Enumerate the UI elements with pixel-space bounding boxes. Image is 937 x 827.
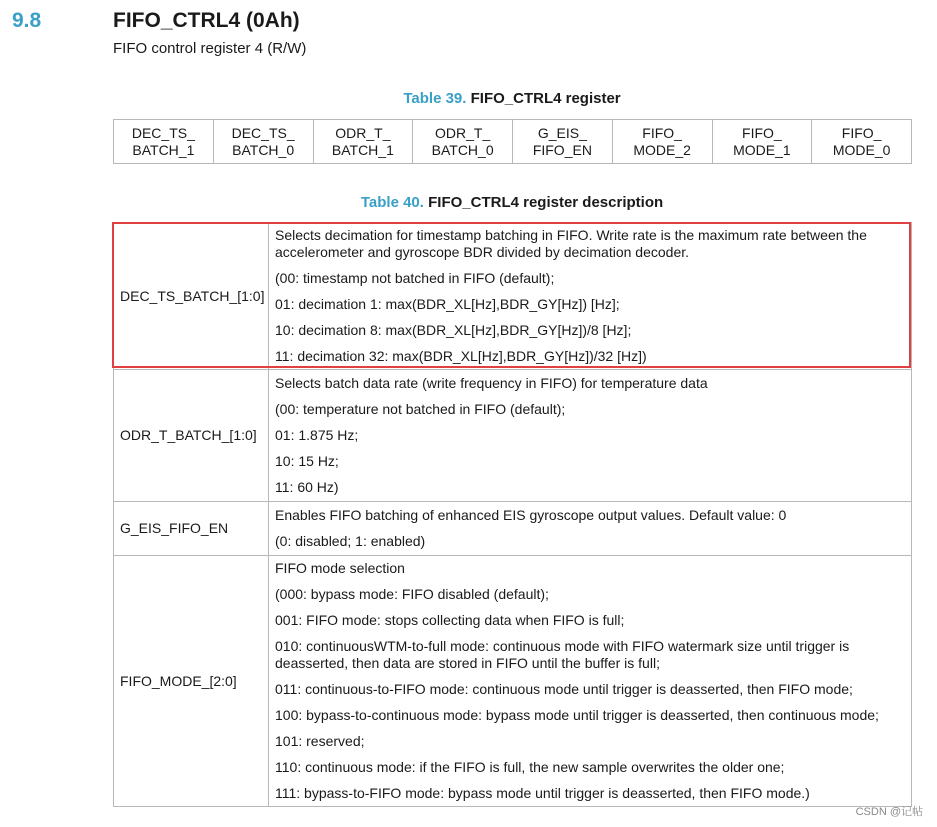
table-39-caption: [113, 90, 911, 107]
field-description: [269, 502, 912, 556]
description-line: 111: bypass-to-FIFO mode: bypass mode until trigger is deasserted, then FIFO mode.): [275, 785, 810, 801]
bit-cell-0: [812, 120, 912, 164]
description-line: 01: 1.875 Hz;: [275, 427, 359, 443]
description-line: Selects decimation for timestamp batching in FIFO. Write rate is the maximum rate between the accelerometer and gyroscope BDR divided by decimation decoder.: [275, 227, 867, 260]
description-row-g-eis-fifo-en: [114, 502, 912, 556]
bit-cell-6: [213, 120, 313, 164]
section-subtitle: FIFO control register 4 (R/W): [113, 40, 307, 57]
table-40-caption: [113, 194, 911, 211]
description-line: 10: decimation 8: max(BDR_XL[Hz],BDR_GY[Hz])/8 [Hz];: [275, 322, 632, 338]
description-line: 11: decimation 32: max(BDR_XL[Hz],BDR_GY[Hz])/32 [Hz]): [275, 348, 647, 364]
bit-cell-5: [313, 120, 413, 164]
field-name: FIFO_MODE_[2:0]: [114, 556, 269, 807]
description-line: FIFO mode selection: [275, 560, 405, 576]
section-title: FIFO_CTRL4 (0Ah): [113, 9, 300, 32]
description-line: 001: FIFO mode: stops collecting data when FIFO is full;: [275, 612, 625, 628]
bit-label-line1: FIFO_: [742, 124, 782, 141]
section-number: 9.8: [12, 9, 42, 32]
description-line: (000: bypass mode: FIFO disabled (default);: [275, 586, 549, 602]
table-40-number: Table 40.: [360, 194, 424, 211]
description-row-dec-ts-batch: [114, 223, 912, 370]
description-line: (0: disabled; 1: enabled): [275, 533, 426, 549]
field-description: [269, 370, 912, 502]
bit-label-line1: G_EIS_: [537, 124, 587, 141]
bit-label-line1: ODR_T_: [335, 124, 391, 141]
bit-label-line2: MODE_2: [633, 141, 691, 158]
bit-cell-7: [114, 120, 214, 164]
description-line: Selects batch data rate (write frequency in FIFO) for temperature data: [275, 375, 708, 391]
bit-label-line2: MODE_0: [832, 141, 891, 158]
field-description: [269, 223, 912, 370]
description-line: 010: continuousWTM-to-full mode: continuous mode with FIFO watermark size until trigger is deasserted, then data are stored in FIFO until the buffer is full;: [275, 638, 850, 671]
field-name: ODR_T_BATCH_[1:0]: [114, 370, 269, 502]
field-name: G_EIS_FIFO_EN: [114, 502, 269, 556]
table-39-number: Table 39.: [403, 90, 467, 107]
bit-label-line2: FIFO_EN: [532, 141, 592, 158]
bit-cell-4: [413, 120, 513, 164]
table-39-name: FIFO_CTRL4 register: [470, 90, 621, 107]
register-bit-row: [114, 120, 912, 164]
bit-label-line1: FIFO_: [841, 124, 882, 141]
bit-cell-1: [712, 120, 812, 164]
bit-label-line2: BATCH_0: [232, 141, 295, 158]
description-line: 100: bypass-to-continuous mode: bypass mode until trigger is deasserted, then continuous mode;: [275, 707, 879, 723]
field-description: [269, 556, 912, 807]
description-line: 11: 60 Hz): [275, 479, 339, 495]
watermark: CSDN @记帖: [855, 806, 923, 818]
bit-label-line1: ODR_T_: [435, 124, 491, 141]
register-bit-table: [113, 119, 912, 164]
bit-label-line2: MODE_1: [733, 141, 791, 158]
register-description-table: [113, 222, 912, 807]
description-line: (00: timestamp not batched in FIFO (default);: [275, 270, 555, 286]
bit-cell-3: [513, 120, 613, 164]
bit-label-line2: BATCH_0: [431, 141, 494, 158]
table-40-name: FIFO_CTRL4 register description: [428, 194, 664, 211]
bit-label-line1: DEC_TS_: [131, 124, 195, 141]
description-row-fifo-mode: [114, 556, 912, 807]
description-line: Enables FIFO batching of enhanced EIS gyroscope output values. Default value: 0: [275, 507, 787, 523]
bit-label-line1: DEC_TS_: [231, 124, 295, 141]
bit-label-line1: FIFO_: [642, 124, 682, 141]
description-line: 101: reserved;: [275, 733, 365, 749]
description-line: 01: decimation 1: max(BDR_XL[Hz],BDR_GY[Hz]) [Hz];: [275, 296, 620, 312]
description-row-odr-t-batch: [114, 370, 912, 502]
field-name: DEC_TS_BATCH_[1:0]: [114, 223, 269, 370]
description-line: (00: temperature not batched in FIFO (default);: [275, 401, 566, 417]
description-line: 10: 15 Hz;: [275, 453, 339, 469]
bit-cell-2: [612, 120, 712, 164]
description-line: 011: continuous-to-FIFO mode: continuous mode until trigger is deasserted, then FIFO mode;: [275, 681, 853, 697]
bit-label-line2: BATCH_1: [331, 141, 394, 158]
bit-label-line2: BATCH_1: [132, 141, 195, 158]
description-line: 110: continuous mode: if the FIFO is full, the new sample overwrites the older one;: [275, 759, 785, 775]
